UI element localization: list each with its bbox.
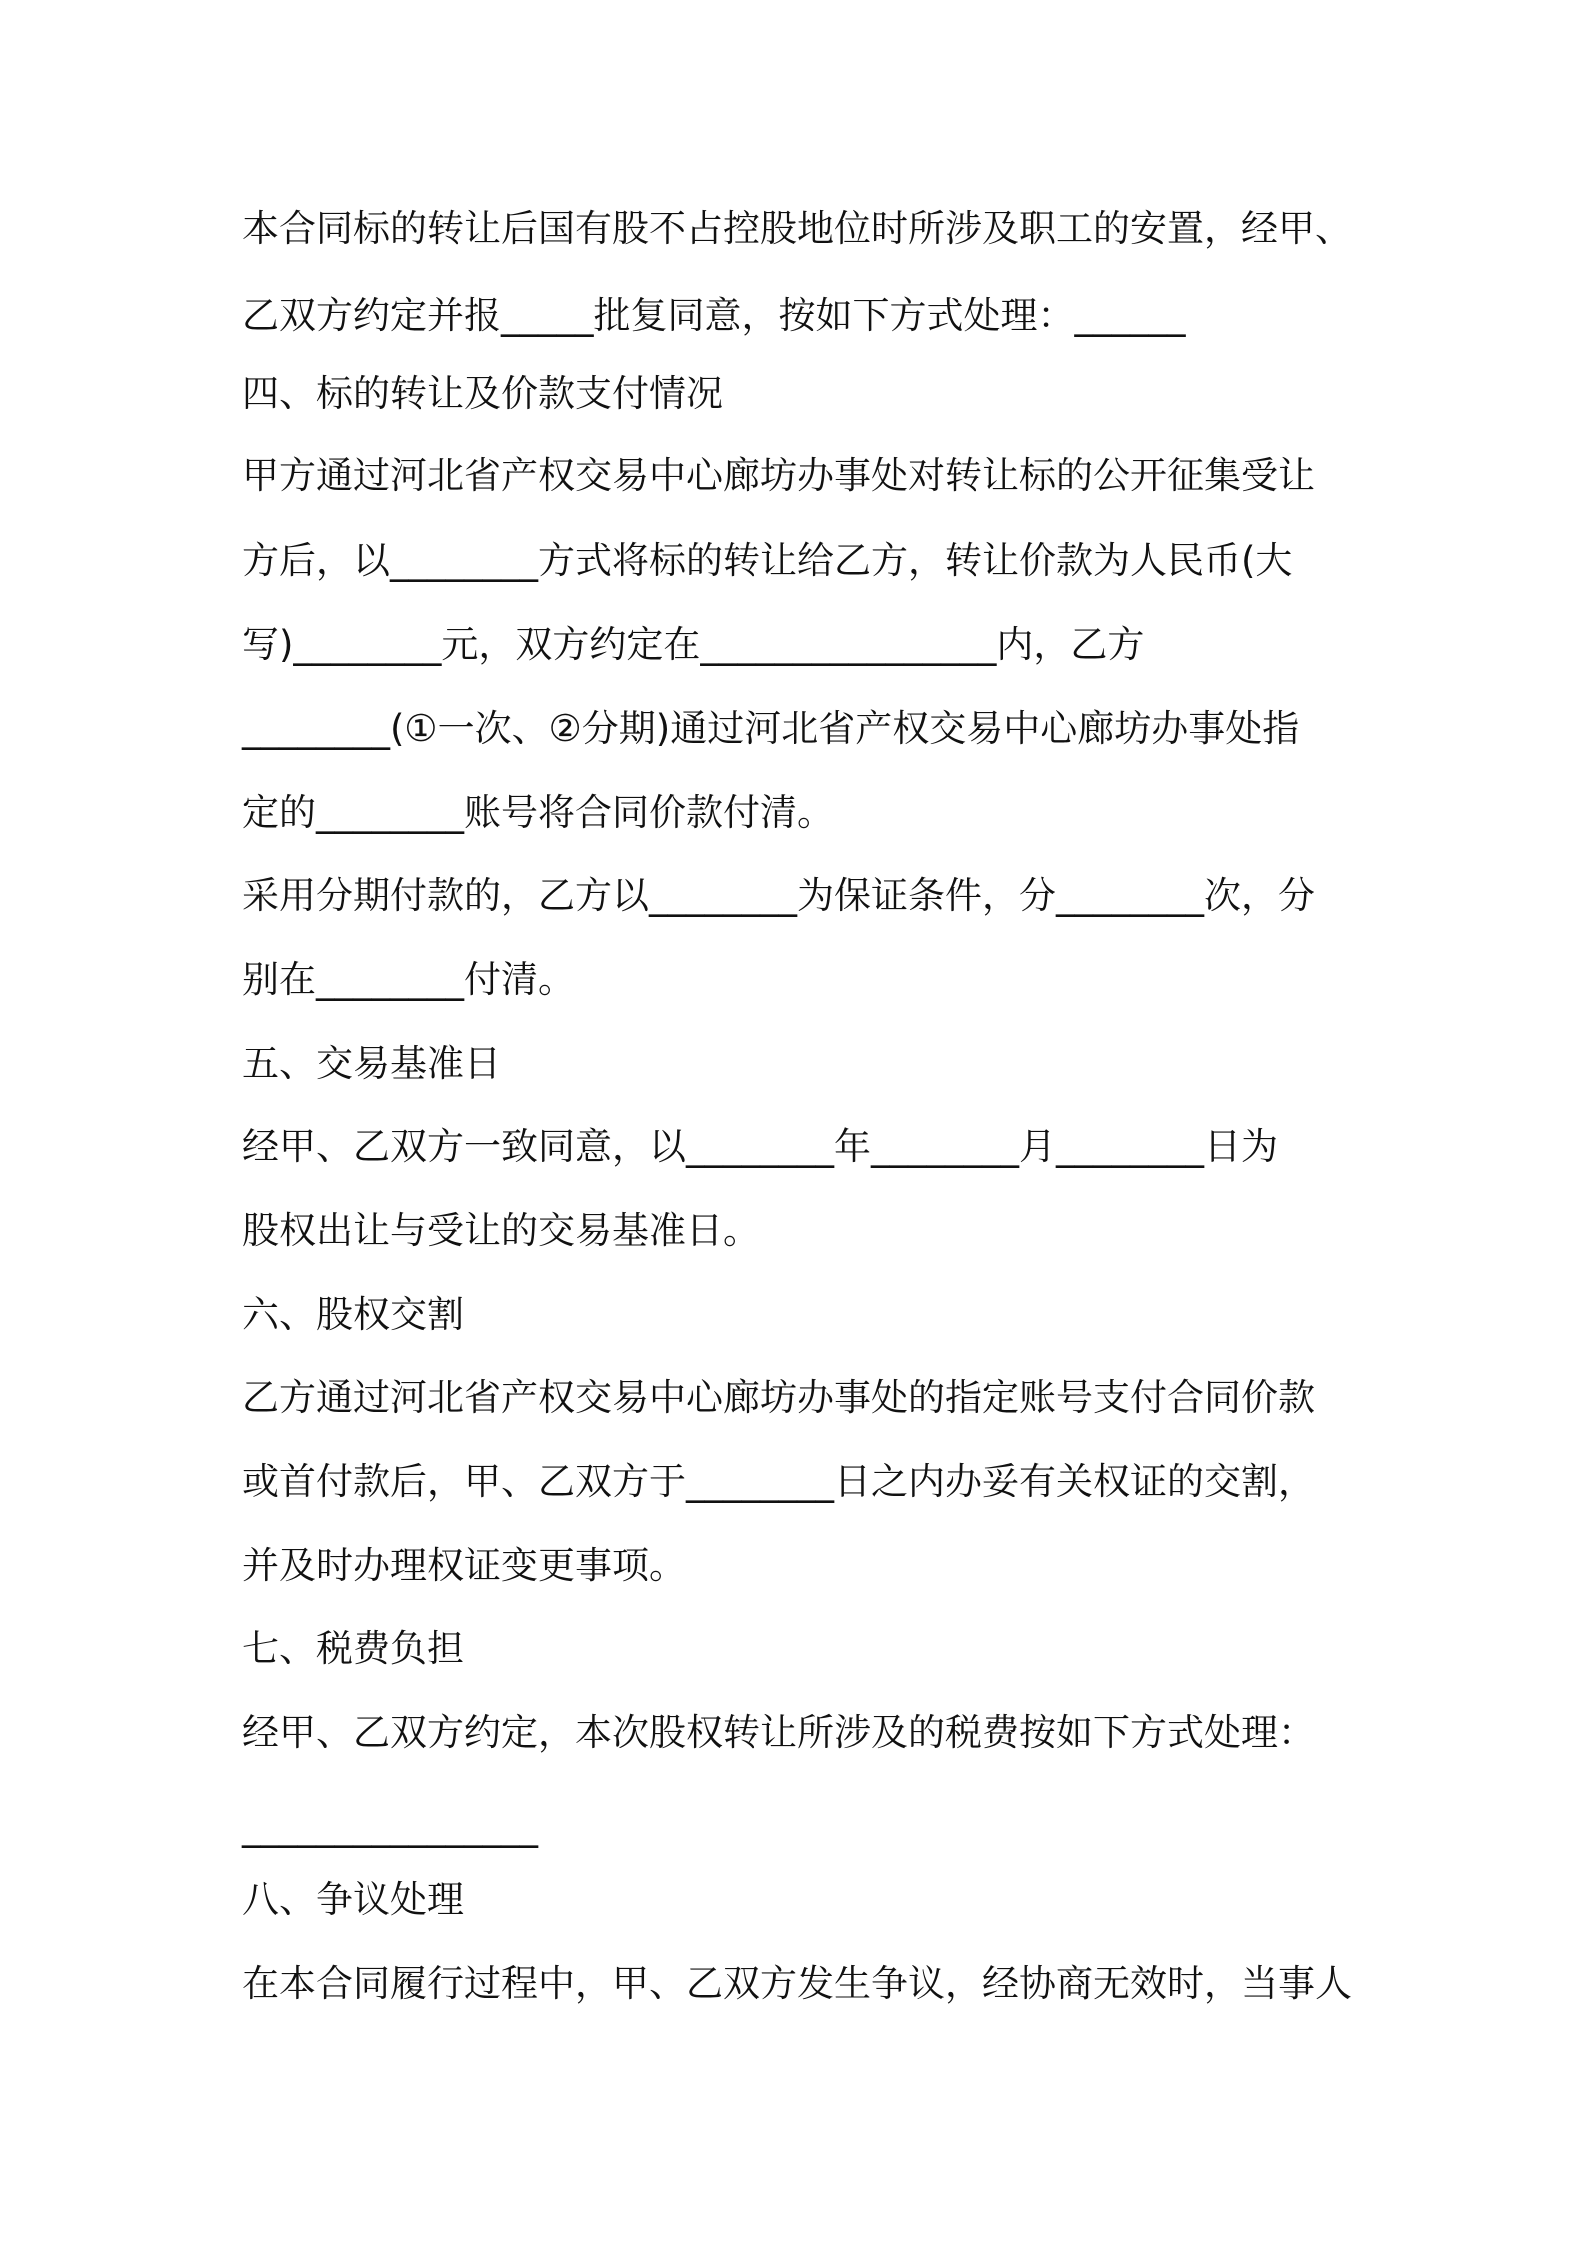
paragraph-line: 在本合同履行过程中，甲、乙双方发生争议，经协商无效时，当事人: [242, 1962, 1352, 2005]
section-heading: 八、争议处理: [242, 1878, 464, 1921]
paragraph-line: 别在________付清。: [242, 958, 575, 1001]
paragraph-line: 乙双方约定并报_____批复同意，按如下方式处理：______: [242, 294, 1186, 337]
section-heading: 七、税费负担: [242, 1627, 464, 1670]
paragraph-line: 经甲、乙双方一致同意，以________年________月________日为: [242, 1125, 1278, 1168]
paragraph-line: 定的________账号将合同价款付清。: [242, 791, 834, 834]
section-heading: 四、标的转让及价款支付情况: [242, 372, 723, 415]
paragraph-line: 或首付款后，甲、乙双方于________日之内办妥有关权证的交割，: [242, 1460, 1315, 1503]
paragraph-line: 甲方通过河北省产权交易中心廊坊办事处对转让标的公开征集受让: [242, 454, 1315, 497]
paragraph-line: 并及时办理权证变更事项。: [242, 1544, 686, 1587]
paragraph-line: 采用分期付款的，乙方以________为保证条件，分________次，分: [242, 874, 1315, 917]
blank-fill-line: ________________: [242, 1805, 538, 1848]
paragraph-line: 写)________元，双方约定在________________内，乙方: [242, 623, 1145, 666]
paragraph-line: 乙方通过河北省产权交易中心廊坊办事处的指定账号支付合同价款: [242, 1376, 1315, 1419]
paragraph-line: 方后，以________方式将标的转让给乙方，转让价款为人民币(大: [242, 539, 1293, 582]
paragraph-line: 股权出让与受让的交易基准日。: [242, 1209, 760, 1252]
section-heading: 六、股权交割: [242, 1293, 464, 1336]
paragraph-line: 经甲、乙双方约定，本次股权转让所涉及的税费按如下方式处理：: [242, 1711, 1315, 1754]
paragraph-line: 本合同标的转让后国有股不占控股地位时所涉及职工的安置，经甲、: [242, 207, 1352, 250]
section-heading: 五、交易基准日: [242, 1042, 501, 1085]
paragraph-line: ________(①一次、②分期)通过河北省产权交易中心廊坊办事处指: [242, 707, 1300, 750]
